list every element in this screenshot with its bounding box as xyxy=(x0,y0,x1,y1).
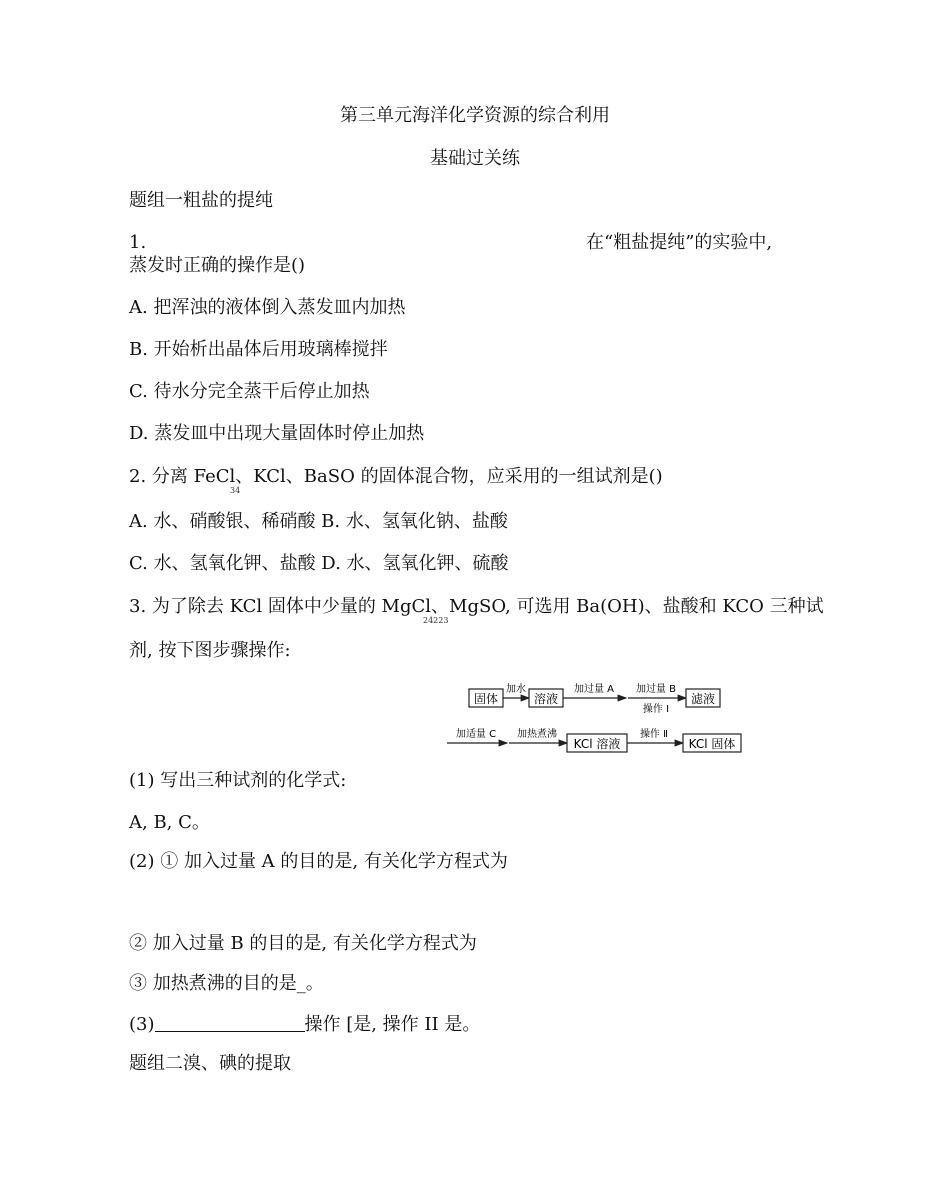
q3-stem-line2: 剂, 按下图步骤操作: xyxy=(129,640,291,661)
q3-part1: (1) 写出三种试剂的化学式: xyxy=(129,770,347,791)
flow-arrow-3-label-bottom: 操作 Ⅰ xyxy=(642,704,670,715)
flow-diagram xyxy=(0,675,950,755)
q1-option-c: C. 待水分完全蒸干后停止加热 xyxy=(129,381,370,402)
q3-part2-3: ③ 加热煮沸的目的是_。 xyxy=(129,973,324,994)
flow-arrow-4-label: 加适量 C xyxy=(455,729,497,740)
q3-subscript: 24223 xyxy=(423,616,449,625)
q1-number: 1. xyxy=(129,232,147,253)
section-heading-2: 题组二溴、碘的提取 xyxy=(129,1053,291,1074)
flow-box-solid-label: 固体 xyxy=(473,692,499,706)
flow-arrow-3-label-top: 加过量 B xyxy=(635,684,677,695)
q3-part1-answer: A, B, C。 xyxy=(129,812,210,833)
q3-part3-suffix: 操作 [是, 操作 II 是。 xyxy=(304,1014,481,1035)
q3-part3-prefix: (3) xyxy=(129,1014,155,1035)
page-subtitle: 基础过关练 xyxy=(430,148,520,169)
page-title: 第三单元海洋化学资源的综合利用 xyxy=(340,105,610,126)
q3-part3-blank[interactable] xyxy=(155,1013,305,1032)
section-heading-1: 题组一粗盐的提纯 xyxy=(129,190,273,211)
flow-box-kcl-solution-label: KCl 溶液 xyxy=(573,737,621,751)
flow-box-solution-label: 溶液 xyxy=(533,692,559,706)
flow-box-filtrate-label: 滤液 xyxy=(690,692,716,706)
flow-arrow-2-label: 加过量 A xyxy=(573,684,615,695)
flow-arrow-5-label: 加热煮沸 xyxy=(517,729,557,740)
q1-stem-line2: 蒸发时正确的操作是() xyxy=(129,255,306,276)
q1-stem-right: 在“粗盐提纯”的实验中, xyxy=(586,232,773,253)
q2-stem: 2. 分离 FeCl、KCl、BaSO 的固体混合物，应采用的一组试剂是() xyxy=(129,466,663,487)
q3-part3 xyxy=(129,1013,480,1036)
flow-arrow-6-label: 操作 Ⅱ xyxy=(639,729,669,740)
flow-box-kcl-solid-label: KCl 固体 xyxy=(688,737,736,751)
q3-part2-2: ② 加入过量 B 的目的是, 有关化学方程式为 xyxy=(129,933,477,954)
q1-option-d: D. 蒸发皿中出现大量固体时停止加热 xyxy=(129,423,425,444)
q3-part2-1: (2) ① 加入过量 A 的目的是, 有关化学方程式为 xyxy=(129,851,508,872)
q1-option-b: B. 开始析出晶体后用玻璃棒搅拌 xyxy=(129,339,388,360)
q2-subscript: 34 xyxy=(230,486,241,495)
q2-options-ab: A. 水、硝酸银、稀硝酸 B. 水、氢氧化钠、盐酸 xyxy=(129,511,508,532)
flow-arrow-1-label: 加水 xyxy=(506,684,526,695)
q3-stem-line1: 3. 为了除去 KCl 固体中少量的 MgCl、MgSO, 可选用 Ba(OH)、盐酸和 KCO 三种试 xyxy=(129,596,824,617)
q1-option-a: A. 把浑浊的液体倒入蒸发皿内加热 xyxy=(129,297,406,318)
q2-options-cd: C. 水、氢氧化钾、盐酸 D. 水、氢氧化钾、硫酸 xyxy=(129,553,509,574)
